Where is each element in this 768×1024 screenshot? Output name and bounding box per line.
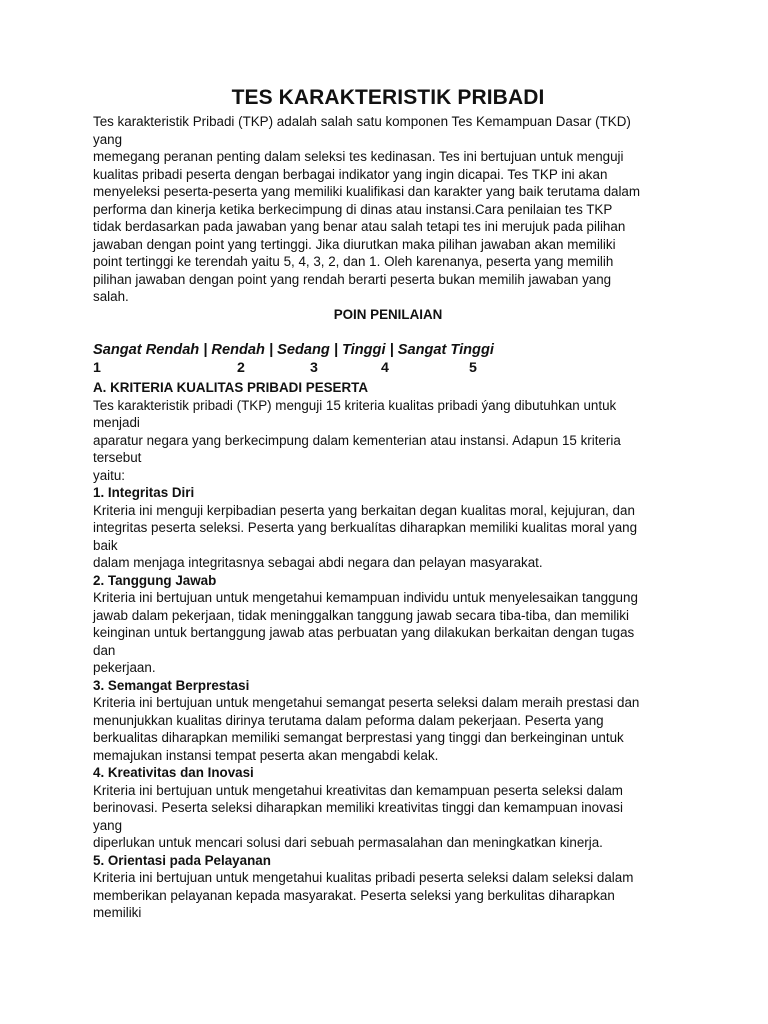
intro-line: jawaban dengan point yang tertinggi. Jika diurutkan maka pilihan jawaban akan memiliki [93, 236, 616, 252]
intro-paragraph [93, 113, 683, 306]
scoring-value: 2 [237, 360, 245, 376]
intro-line: performa dan kinerja ketika berkecimpung di dinas atau instansi.Cara penilaian tes TKP [93, 201, 613, 217]
scoring-value: 4 [381, 360, 389, 376]
section-line: tersebut [93, 450, 142, 465]
criterion-line: memajukan instansi tempat peserta akan mengabdi kelak. [93, 747, 439, 763]
scoring-value: 1 [93, 360, 101, 376]
criterion-line: menunjukkan kualitas dirinya terutama dalam peforma dalam pekerjaan. Peserta yang [93, 712, 604, 728]
section-line: aparatur negara yang berkecimpung dalam kementerian atau instansi. Adapun 15 kriteria [93, 432, 621, 448]
section-line: yaitu: [93, 467, 126, 483]
section-line: Tes karakteristik pribadi (TKP) menguji 15 kriteria kualitas pribadi ýang dibutuhkan untuk [93, 397, 617, 413]
scoring-value: 5 [469, 360, 477, 376]
criterion-line: memberikan pelayanan kepada masyarakat. Peserta seleksi yang berkulitas diharapkan [93, 887, 615, 903]
criterion-orientasi-pelayanan [93, 852, 683, 922]
criterion-integritas [93, 484, 683, 572]
criterion-line: baik [93, 537, 118, 553]
criterion-line: berinovasi. Peserta seleksi diharapkan memiliki kreativitas tinggi dan kemampuan inovasi [93, 800, 623, 815]
intro-line: menyeleksi peserta-peserta yang memiliki kualifikasi dan karakter yang baik terutama dalam [93, 184, 641, 199]
intro-line: pilihan jawaban dengan point yang rendah berarti peserta bukan memilih jawaban yang [93, 271, 612, 287]
criterion-line: integritas peserta seleksi. Peserta yang berkualítas diharapkan memiliki kualitas moral yang [93, 520, 638, 535]
scoring-value: 3 [310, 360, 318, 376]
section-heading: A. KRITERIA KUALITAS PRIBADI PESERTA [93, 380, 369, 395]
intro-line: point tertinggi ke terendah yaitu 5, 4, 3, 2, dan 1. Oleh karenanya, peserta yang memilih [93, 254, 614, 269]
criterion-line: pekerjaan. [93, 660, 156, 675]
criterion-semangat-berprestasi [93, 677, 683, 765]
intro-line: memegang peranan penting dalam seleksi tes kedinasan. Tes ini bertujuan untuk menguji [93, 149, 624, 164]
section-line: menjadi [93, 415, 140, 430]
criterion-heading: 2. Tanggung Jawab [93, 572, 217, 588]
intro-line: salah. [93, 289, 129, 304]
intro-line: yang [93, 131, 123, 147]
criterion-line: dan [93, 642, 116, 658]
intro-line: kualitas pribadi peserta dengan berbagai indikator yang ingin dicapai. Tes TKP ini akan [93, 166, 608, 182]
criterion-line: diperlukan untuk mencari solusi dari sebuah permasalahan dan meningkatkan kinerja. [93, 835, 603, 850]
intro-line: tidak berdasarkan pada jawaban yang benar atau salah tetapi tes ini merujuk pada pilihan [93, 219, 626, 234]
criterion-kreativitas [93, 764, 683, 852]
document-title: TES KARAKTERISTIK PRIBADI [231, 86, 545, 109]
document-page [93, 84, 683, 922]
criterion-heading: 3. Semangat Berprestasi [93, 677, 250, 693]
criterion-line: Kriteria ini bertujuan untuk mengetahui semangat peserta seleksi dalam meraih prestasi dan [93, 695, 640, 710]
criterion-line: Kriteria ini bertujuan untuk mengetahui kualitas pribadi peserta seleksi dalam seleksi dalam [93, 870, 634, 885]
criterion-line: jawab dalam pekerjaan, tidak meninggalkan tanggung jawab secara tiba-tiba, dan memiliki [93, 607, 629, 623]
criterion-line: Kriteria ini bertujuan untuk mengetahui kemampuan individu untuk menyelesaikan tanggung [93, 590, 638, 605]
scoring-heading: POIN PENILAIAN [333, 306, 443, 322]
criterion-line: keinginan untuk bertanggung jawab atas perbuatan yang dilakukan berkaitan dengan tugas [93, 625, 635, 640]
scoring-scale-values [93, 360, 683, 379]
intro-line: Tes karakteristik Pribadi (TKP) adalah salah satu komponen Tes Kemampuan Dasar (TKD) [93, 114, 631, 129]
criterion-heading: 5. Orientasi pada Pelayanan [93, 852, 271, 868]
criterion-line: Kriteria ini menguji kerpibadian peserta yang berkaitan degan kualitas moral, kejujuran, dan [93, 502, 635, 518]
criterion-heading: 1. Integritas Diri [93, 485, 195, 500]
criterion-tanggung-jawab [93, 572, 683, 677]
criterion-line: memiliki [93, 905, 142, 920]
criterion-line: yang [93, 817, 123, 833]
criterion-line: berkualitas diharapkan memiliki semangat berprestasi yang tinggi dan berkeinginan untuk [93, 730, 624, 745]
criterion-line: dalam menjaga integritasnya sebagai abdi negara dan pelayan masyarakat. [93, 555, 543, 570]
scoring-scale-labels: Sangat Rendah | Rendah | Sedang | Tinggi | Sangat Tinggi [93, 342, 494, 358]
criterion-heading: 4. Kreativitas dan Inovasi [93, 765, 254, 780]
section-a [93, 379, 683, 484]
criterion-line: Kriteria ini bertujuan untuk mengetahui kreativitas dan kemampuan peserta seleksi dalam [93, 782, 623, 798]
